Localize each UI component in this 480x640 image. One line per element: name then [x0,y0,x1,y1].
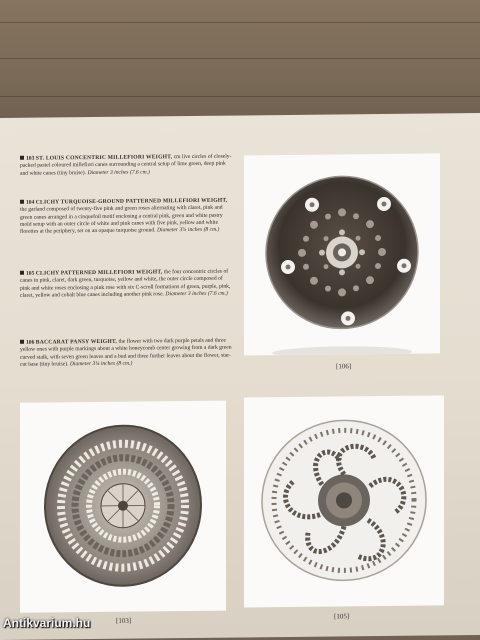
bullet-square-icon [20,200,24,204]
lot-number: 104 [26,199,35,206]
lot-entry-104 [20,198,233,237]
wooden-table-background [0,0,480,130]
lot-description: the flower with two dark purple petals and three yellow ones with purple markings about a white honeycomb center growing from a dark green curved stalk, with seven green leaves and a bud and three further leaves about the flower, star-cut base (tiny bruise). [20,337,232,368]
lot-description: cm live circles of closely-packed pastel coloured millefiori canes surrounding a central setup of lime green, deep pink and white canes (tiny bruise). [20,153,232,177]
photo-weight-103 [20,401,226,613]
lot-description: the garland composed of twenty-five pink and green roses alternating with claret, pink and green canes arranged in a cinquefoil motif enclosing a central pink, green and white pastry mold setup with an outer circle of white and pink canes with five pink, yellow and white florettes at the periphery, set on an opaque turquoise ground. [20,204,223,235]
lot-diameter: Diameter 3¼ inches (8 cm.) [69,360,133,368]
lot-number: 103 [26,155,35,162]
table-plank-line [0,58,480,59]
lot-diameter: Diameter 3 inches (7.6 cm.) [165,290,228,298]
catalogue-page [0,113,480,640]
figure-caption-106: [106] [336,362,352,371]
bullet-square-icon [20,340,24,344]
lot-title: CLICHY TURQUOISE-GROUND PATTERNED MILLEFIORI WEIGHT, [35,197,228,206]
figure-caption-103: [103] [116,616,132,625]
lot-diameter: Diameter 3⅞ inches (8 cm.) [156,226,220,234]
paperweight-106-image [244,153,440,355]
bullet-square-icon [20,271,24,275]
lot-entry-105 [20,269,233,300]
lot-title: CLICHY PATTERNED MILLEFIORI WEIGHT, [35,269,163,277]
photo-weight-105 [244,395,444,607]
paperweight-105-image [244,395,444,607]
lot-number: 106 [26,339,35,346]
lot-entry-106 [20,338,233,369]
lot-diameter: Diameter 3 inches (7.6 cm.) [87,169,150,176]
site-watermark: Antikvarium.hu [3,616,91,630]
photo-weight-106 [244,153,440,355]
lot-entry-103 [20,154,233,178]
figure-caption-105: [105] [334,612,350,621]
paperweight-103-image [20,401,226,613]
lot-description: the four concentric circles of canes in pink, claret, dark green, turquoise, yellow and white, the outer circle composed of pink and white roses enclosing a pink rose with six C-scroll formations of green, purple, pink, claret, yellow and cobalt blue canes including another pink rose. [20,268,231,299]
lot-title: ST. LOUIS CONCENTRIC MILLEFIORI WEIGHT, [35,154,173,162]
lot-number: 105 [26,270,35,277]
bullet-square-icon [20,156,24,160]
table-plank-line [0,96,480,97]
table-plank-line [0,22,480,23]
lot-title: BACCARAT PANSY WEIGHT, [35,338,118,346]
